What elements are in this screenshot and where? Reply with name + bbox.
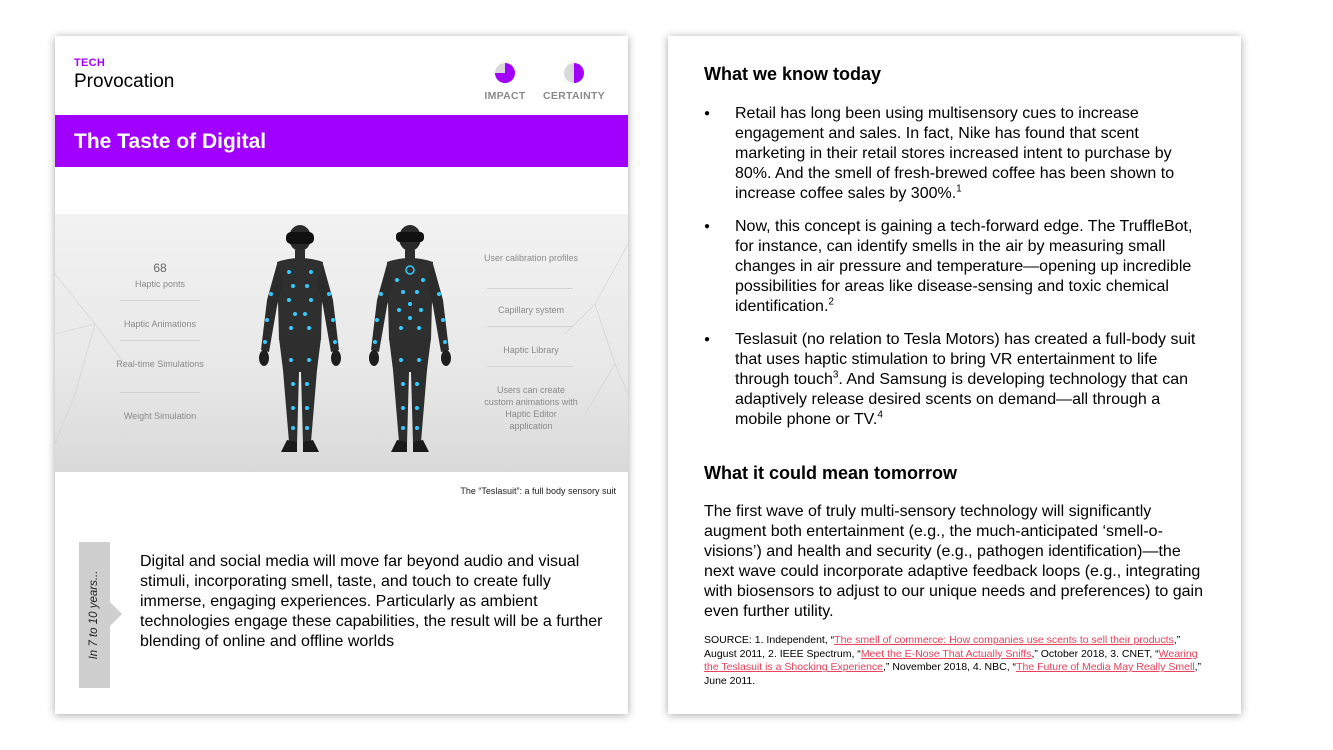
haptic-points-label: Haptic ponts	[134, 279, 186, 289]
source-link-nbc[interactable]: The Future of Media May Really Smell	[1016, 661, 1195, 674]
footnote-marker: 4	[877, 409, 883, 421]
provocation-statement: Digital and social media will move far beyond audio and visual stimuli, incorporating smell, taste, and touch to create fully immerse, engaging experiences. Particularly as ambient technologies engage these capabilities, the result will be a further blending of online and offline worlds	[140, 553, 603, 650]
details-page	[668, 36, 1241, 714]
bullet-text: Now, this concept is gaining a tech-forward edge. The TruffleBot, for instance, can identify smells in the air by measuring small changes in air pressure and temperature—opening up incredible possibilities for areas like disease-sensing and toxic chemical identification.	[735, 218, 1193, 315]
category-tag: TECH	[74, 57, 106, 69]
capillary-system-label: Capillary system	[497, 305, 564, 315]
bullet-text: . And Samsung is developing technology that can adaptively release desired scents on demand—all through a mobile phone or TV.	[735, 371, 1188, 428]
list-item	[704, 330, 1209, 430]
footnote-marker: 2	[828, 296, 834, 308]
label-divider	[487, 326, 573, 327]
source-citations	[704, 634, 1209, 688]
today-bullet-list	[704, 104, 1209, 443]
source-text: ,” August 2011, 2. IEEE Spectrum, “	[704, 634, 1181, 660]
footnote-marker: 1	[956, 183, 962, 195]
banner-title: The Taste of Digital	[74, 130, 267, 153]
teslasuit-image	[55, 214, 628, 472]
source-text: ,” October 2018, 3. CNET, “	[1031, 647, 1159, 660]
certainty-label: CERTAINTY	[542, 90, 605, 102]
source-text: ,” June 2011.	[704, 661, 1202, 687]
source-link-ieee[interactable]: Meet the E-Nose That Actually Sniffs	[860, 647, 1032, 660]
list-item	[704, 104, 1209, 204]
haptic-library-label: Haptic Library	[503, 345, 559, 355]
suit-back-figure	[355, 220, 465, 468]
bullet-text: Teslasuit (no relation to Tesla Motors) has created a full-body suit that uses haptic stimulation to bring VR entertainment to life through touch	[735, 331, 1196, 388]
impact-pie-icon	[494, 62, 516, 84]
label-divider	[120, 300, 200, 301]
user-calibration-label: User calibration profiles	[483, 253, 579, 263]
image-caption: The “Teslasuit”: a full body sensory suit	[460, 486, 616, 496]
certainty-pie-icon	[563, 62, 585, 84]
source-link-independent[interactable]: The smell of commerce: How companies use scents to sell their products	[834, 634, 1174, 646]
impact-label: IMPACT	[484, 90, 526, 102]
tomorrow-heading: What it could mean tomorrow	[704, 463, 958, 483]
source-link-cnet[interactable]: Wearing the Teslasuit is a Shocking Experience	[704, 647, 1198, 674]
haptic-points-count: 68	[153, 261, 167, 275]
label-divider	[120, 340, 200, 341]
weight-simulation-label: Weight Simulation	[123, 411, 197, 421]
realtime-simulations-label: Real-time Simulations	[116, 359, 204, 369]
label-divider	[487, 288, 573, 289]
source-text: ,” November 2018, 4. NBC, “	[883, 661, 1017, 674]
provocation-page	[55, 36, 628, 714]
haptic-animations-label: Haptic Animations	[123, 319, 197, 329]
timeframe-tab	[79, 542, 110, 688]
today-heading: What we know today	[704, 64, 882, 84]
title-banner	[55, 115, 628, 167]
label-divider	[120, 392, 200, 393]
list-item	[704, 217, 1209, 317]
certainty-meter	[534, 62, 614, 102]
footnote-marker: 3	[832, 369, 839, 381]
label-divider	[487, 366, 573, 367]
bullet-text: Retail has long been using multisensory cues to increase engagement and sales. In fact, Nike has found that scent marketing in their retail stores increased intent to purchase by 80%. And the smell of fresh-brewed coffee has been shown to increase coffee sales by 300%.	[735, 105, 1175, 202]
page-type-title: Provocation	[74, 71, 175, 92]
source-text: SOURCE: 1. Independent, “	[704, 634, 835, 646]
tomorrow-text: The first wave of truly multi-sensory technology will significantly augment both entertainment (e.g., the much-anticipated ‘smell-o-visions’) and health and security (e.g., pathogen identification)—the next wave could incorporate adaptive feedback loops (e.g., integrating with biosensors to adjust to our unique needs and preferences) to gain even further utility.	[704, 503, 1203, 620]
timeframe-label: In 7 to 10 years...	[88, 570, 100, 660]
custom-animations-label: Users can create custom animations with Haptic Editor application	[484, 385, 578, 432]
suit-front-figure	[245, 220, 355, 468]
timeframe-arrow-icon	[110, 602, 122, 626]
impact-meter	[465, 62, 545, 102]
